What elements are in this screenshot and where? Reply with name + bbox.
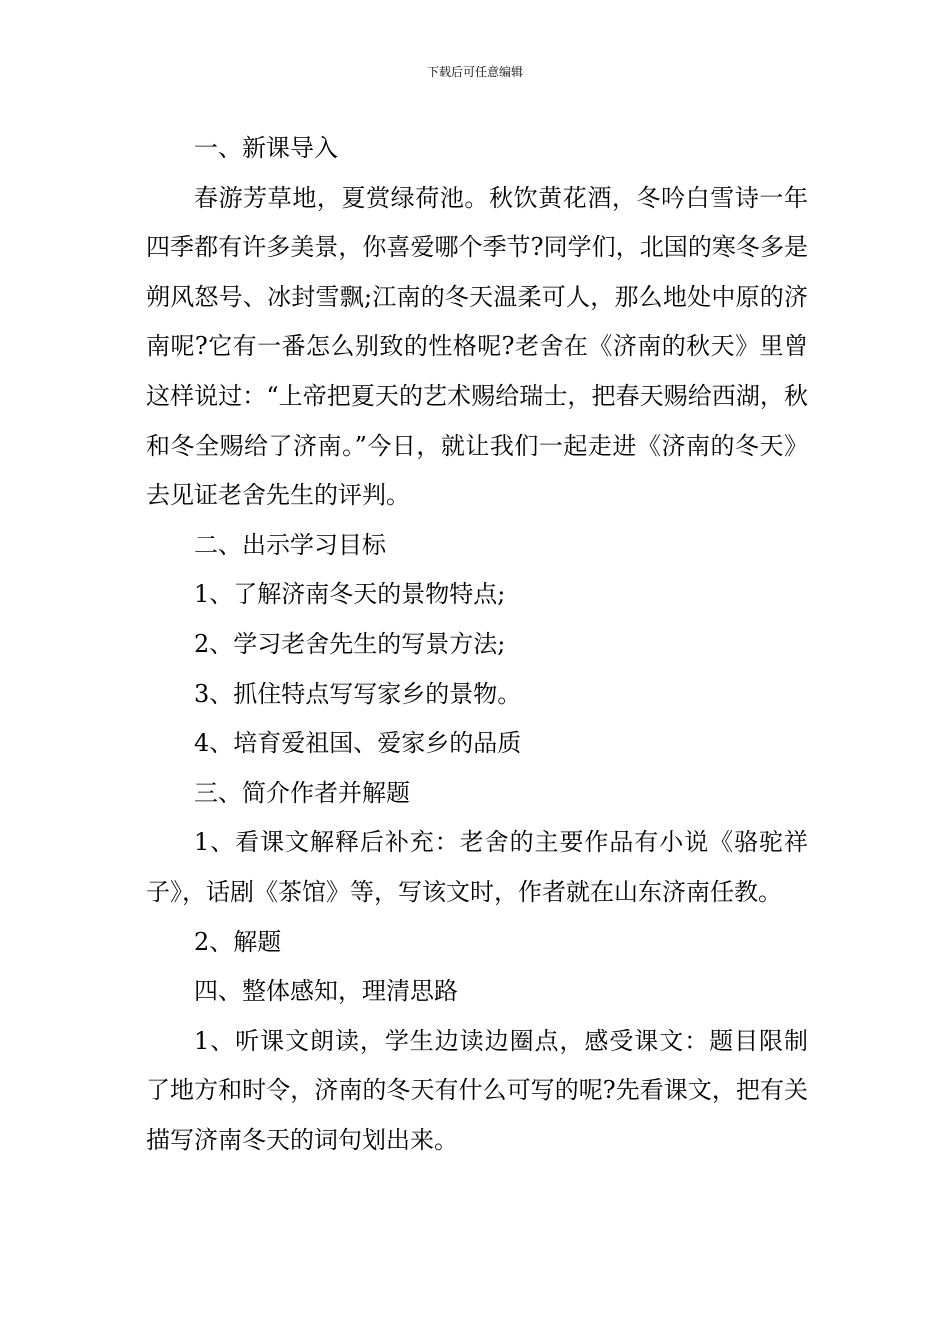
document-body xyxy=(146,124,808,1165)
section-heading-overview: 四、整体感知，理清思路 xyxy=(194,977,458,1006)
goal-item: 1、了解济南冬天的景物特点; xyxy=(194,580,506,609)
goal-item: 3、抓住特点写写家乡的景物。 xyxy=(194,679,522,708)
section-heading-goals: 二、出示学习目标 xyxy=(194,530,386,559)
body-paragraph: 1、听课文朗读，学生边读边圈点，感受课文：题目限制了地方和时令，济南的冬天有什么可写的呢?先看课文，把有关描写济南冬天的词句划出来。 xyxy=(146,1026,808,1154)
list-item: 2、解题 xyxy=(194,927,282,956)
body-paragraph: 1、看课文解释后补充：老舍的主要作品有小说《骆驼祥子》，话剧《茶馆》等，写该文时，作者就在山东济南任教。 xyxy=(146,828,808,906)
goal-item: 2、学习老舍先生的写景方法; xyxy=(194,629,506,658)
body-paragraph: 春游芳草地，夏赏绿荷池。秋饮黄花酒，冬吟白雪诗一年四季都有许多美景，你喜爱哪个季节?同学们，北国的寒冬多是朔风怒号、冰封雪飘;江南的冬天温柔可人，那么地处中原的济南呢?它有一番怎么别致的性格呢?老舍在《济南的秋天》里曾这样说过：“上帝把夏天的艺术赐给瑞士，把春天赐给西湖，秋和冬全赐给了济南。”今日，就让我们一起走进《济南的冬天》去见证老舍先生的评判。 xyxy=(146,183,808,510)
section-heading-author: 三、简介作者并解题 xyxy=(194,778,410,807)
page-header: 下载后可任意编辑 xyxy=(426,65,523,79)
section-heading-intro: 一、新课导入 xyxy=(194,134,338,162)
goal-item: 4、培育爱祖国、爱家乡的品质 xyxy=(194,729,522,758)
